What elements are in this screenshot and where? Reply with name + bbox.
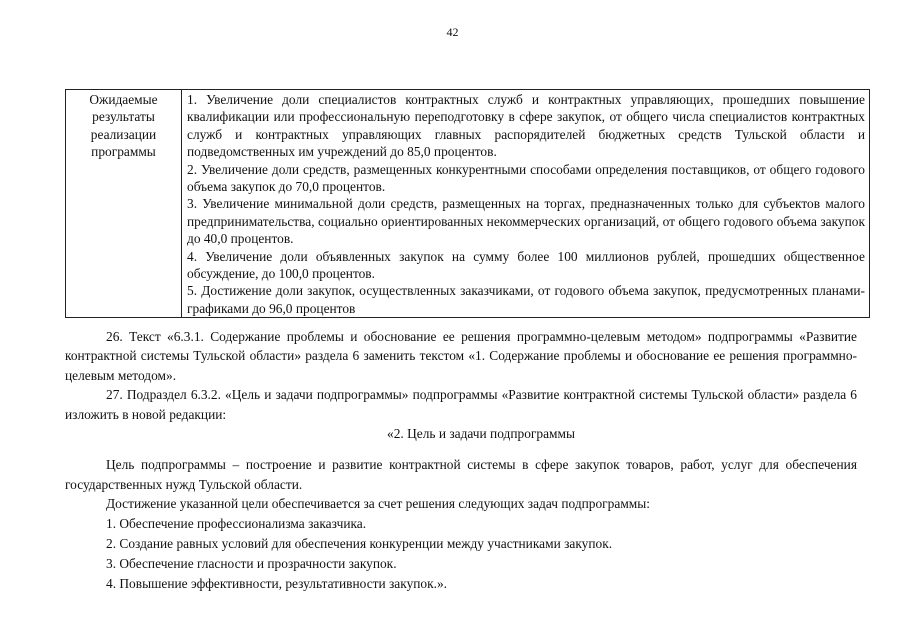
list-item: 3. Обеспечение гласности и прозрачности закупок. [106,556,397,572]
table-content-cell [182,90,870,318]
task-list [65,514,857,595]
result-item-5: 5. Достижение доли закупок, осуществленных заказчиками, от годового объема закупок, предусмотренных планами-графиками до 96,0 процентов [187,283,865,316]
table-label-cell [66,90,182,318]
list-item: 4. Повышение эффективности, результативности закупок.». [106,576,448,592]
goal-paragraph: Цель подпрограммы – построение и развитие контрактной системы в сфере закупок товаров, работ, услуг для обеспечения государственных нужд Тульской области. [65,457,857,492]
paragraph-27: 27. Подраздел 6.3.2. «Цель и задачи подпрограммы» подпрограммы «Развитие контрактной системы Тульской области» раздела 6 изложить в новой редакции: [65,387,857,422]
label-line: результаты [92,109,155,125]
section-heading: «2. Цель и задачи подпрограммы [387,426,575,442]
result-item-4: 4. Увеличение доли объявленных закупок на сумму более 100 миллионов рублей, прошедших общественное обсуждение, до 100,0 процентов. [187,248,865,282]
table-row [66,90,870,318]
page-number: 42 [446,25,459,39]
result-item-3: 3. Увеличение минимальной доли средств, размещенных на торгах, предназначенных только для субъектов малого предпринимательства, социально ориентированных некоммерческих организаций, от общего годового объема закупок до 40,0 процентов. [187,196,865,247]
label-line: Ожидаемые [89,92,158,107]
paragraph-26: 26. Текст «6.3.1. Содержание проблемы и обоснование ее решения программно-целевым методом» подпрограммы «Развитие контрактной системы Тульской области» раздела 6 заменить текстом «1. Содержание проблемы и обоснование ее решения программно-целевым методом». [65,329,857,383]
achievement-paragraph: Достижение указанной цели обеспечивается за счет решения следующих задач подпрограммы: [106,496,650,512]
result-item-1: 1. Увеличение доли специалистов контрактных служб и контрактных управляющих, прошедших повышение квалификации или профессиональную переподготовку в сфере закупок, от общего числа специалистов контрактных служб и контрактных управляющих главных распорядителей бюджетных средств Тульской области и подведомственных им учреждений до 85,0 процентов. [187,92,865,160]
label-line: программы [91,144,156,160]
label-line: реализации [90,126,157,142]
expected-results-table [65,89,870,318]
list-item: 1. Обеспечение профессионализма заказчика. [106,515,367,531]
result-item-2: 2. Увеличение доли средств, размещенных конкурентными способами определения поставщиков, от общего годового объема закупок до 70,0 процентов. [187,161,865,195]
spacer [65,443,857,455]
list-item: 2. Создание равных условий для обеспечения конкуренции между участниками закупок. [106,535,613,551]
document-body [65,327,857,594]
